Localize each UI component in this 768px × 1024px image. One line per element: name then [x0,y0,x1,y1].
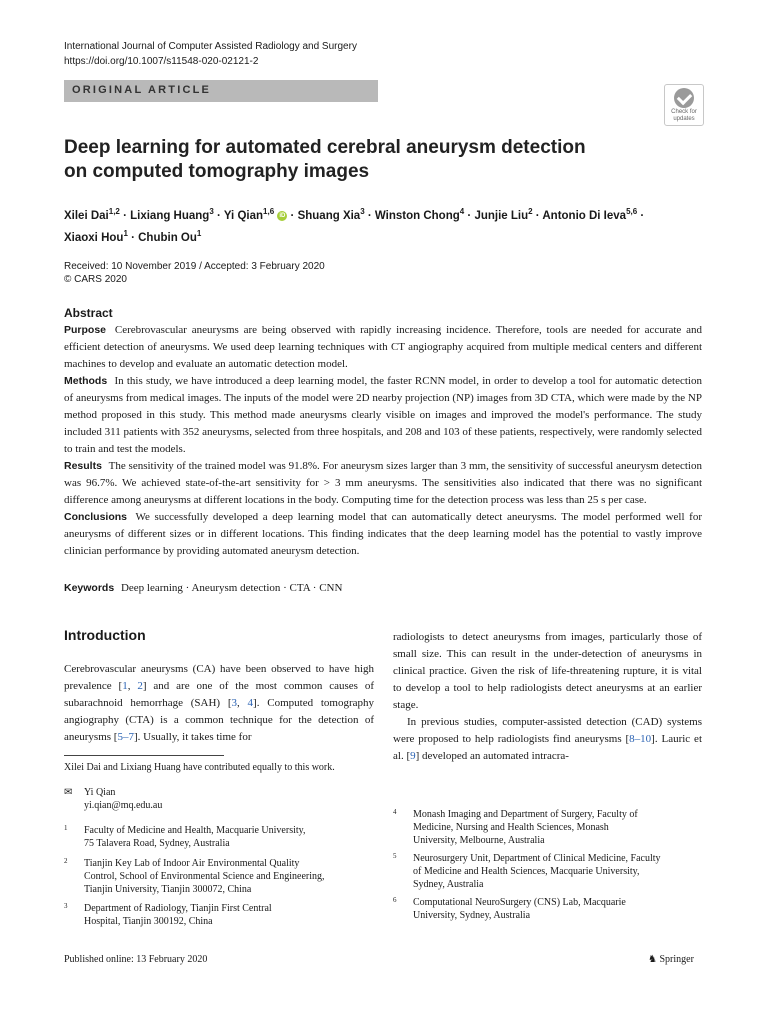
copyright: © CARS 2020 [64,274,127,285]
affil-number: 1 [64,824,68,832]
section-label: Results [64,460,102,472]
title-line-1: Deep learning for automated cerebral aneurysm detection [64,137,586,158]
author-affil: 3 [360,207,365,216]
author-affil: 1 [123,228,128,238]
affil-line: Computational NeuroSurgery (CNS) Lab, Macquarie [413,897,626,908]
orcid-icon[interactable]: iD [279,212,286,219]
abstract-methods [64,373,702,458]
received-accepted: Received: 10 November 2019 / Accepted: 3 February 2020 [64,261,325,272]
author-affil: 2 [528,207,533,216]
affil-line: Tianjin Key Lab of Indoor Air Environmental Quality [84,858,300,869]
section-text: We successfully developed a deep learning model that can automatically detect aneurysms. The model performed well for aneurysms of different sizes or in different locations. This finding indicates that the deep learning model has the potential to vastly improve clinician performance by providing automated aneurysm detection. [64,511,702,557]
introduction-heading: Introduction [64,627,146,643]
author[interactable]: Shuang Xia [297,209,361,222]
publisher-name: Springer [659,954,694,965]
intro-paragraph: radiologists to detect aneurysms from images, particularly those of small size. This can result in the under-detection of aneurysms in clinical practice. Given the risk of life-threatening rupture, it is vital to develop a tool to help radiologists detect aneurysms at an earlier stage. [393,631,702,711]
affil-line: University, Sydney, Australia [413,910,531,921]
author[interactable]: Lixiang Huang [130,209,210,222]
author[interactable]: Yi Qian [223,209,264,222]
text: ]. Lauric et al. [ [393,733,703,762]
abstract-heading: Abstract [64,306,113,320]
keywords [64,582,342,594]
journal-name: International Journal of Computer Assisted Radiology and Surgery [64,41,357,52]
affil-number: 2 [64,857,68,865]
affil-line: of Medicine and Health Sciences, Macquarie University, [413,866,640,877]
affil-line: Sydney, Australia [413,879,484,890]
citation-link[interactable]: 4 [247,697,254,709]
publisher-logo [648,954,694,965]
intro-column-1 [64,661,374,746]
text: ]. Computed tomography angiography (CTA) is a common technique for the detection of aneurysms [ [64,697,375,743]
author[interactable]: Xiaoxi Hou [64,231,124,244]
article-dates [64,260,325,286]
check-updates-line2: updates [673,116,695,122]
abstract-body [64,322,702,560]
article-type-label: ORIGINAL ARTICLE [72,84,212,96]
footnote-divider [64,755,224,756]
affil-line: Hospital, Tianjin 300192, China [84,916,213,927]
citation-link[interactable]: 8–10 [629,733,652,745]
affil-line: Neurosurgery Unit, Department of Clinical Medicine, Faculty [413,853,661,864]
citation-link[interactable]: 1 [122,680,128,692]
intro-paragraph [393,714,702,765]
text: ] developed an automated intracra- [415,750,569,762]
abstract-purpose [64,322,702,373]
author[interactable]: Chubin Ou [138,231,197,244]
intro-column-2 [393,629,702,765]
author-affil: 1,2 [108,207,120,216]
author-affil: 1 [196,228,202,238]
check-icon [674,88,694,108]
text: In previous studies, computer-assisted detection (CAD) systems were proposed to help radiologists find aneurysms [ [393,716,702,745]
section-label: Conclusions [64,511,128,523]
section-label: Purpose [64,324,107,336]
author-affil: 5,6 [626,207,638,216]
affil-line: 75 Talavera Road, Sydney, Australia [84,838,230,849]
citation-link[interactable]: 3 [231,697,238,709]
citation-link[interactable]: 2 [137,680,143,692]
affil-number: 3 [64,902,68,910]
affil-line: Control, School of Environmental Science and Engineering, [84,871,325,882]
doi-link[interactable]: https://doi.org/10.1007/s11548-020-02121-2 [64,56,259,67]
text: , [127,680,138,692]
author[interactable]: Antonio Di Ieva [542,209,627,222]
affil-line: Monash Imaging and Department of Surgery, Faculty of [413,809,638,820]
section-label: Methods [64,375,108,387]
springer-horse-icon: ♞ [648,954,657,965]
section-text: Cerebrovascular aneurysms are being observed with rapidly increasing incidence. Therefore, tools are needed for accurate and efficient detection of aneurysms. We used deep learning techniques with CT angiography acquired from multiple medical centers and different machines to develop and evaluate an automatic detection model. [64,324,703,370]
author-list: Xilei Dai$^{1,2}$ · Lixiang Huang$^3$ · Yi Qian$^{1,6}$ iD · Shuang Xia$^3$ · Winston Chong$^4$ · Junjie Liu$^2$ · Antonio Di Ieva$^{5,6}$ · Xiaoxi Hou$^1$ · Chubin Ou$^1$ [64,207,645,244]
citation-link[interactable]: 9 [410,750,416,762]
text: Cerebrovascular aneurysms (CA) have been observed to have high prevalence [ [64,663,374,692]
citation-link[interactable]: 5–7 [117,731,134,743]
intro-paragraph [64,661,374,746]
keywords-label: Keywords [64,582,115,594]
author-affil: 1,6 [263,207,275,216]
envelope-icon: ✉ [64,787,73,798]
author-affil: 3 [209,207,214,216]
affil-number: 5 [393,852,397,860]
affil-line: Medicine, Nursing and Health Sciences, Monash [413,822,609,833]
contact-email[interactable]: yi.qian@mq.edu.au [84,800,163,811]
text: ]. Usually, it takes time for [133,731,252,743]
corresponding-author [64,786,163,811]
author-affil: 4 [459,207,465,216]
section-text: In this study, we have introduced a deep learning model, the faster RCNN model, in order to develop a tool for automatic detection of aneurysms from medical images. The inputs of the model were 2D nearby projection (NP) images from 3D CTA, which were made by the NP method proposed in this study. This method made aneurysms clearly visible on images and improved the model's performance. The study included 311 patients with 352 aneurysms, selected from three hospitals, and 208 and 103 of these patients, respectively, were randomly selected to train and test the models. [64,375,702,455]
author[interactable]: Junjie Liu [474,209,529,222]
affil-line: University, Melbourne, Australia [413,835,545,846]
section-text: The sensitivity of the trained model was 91.8%. For aneurysm sizes larger than 3 mm, the sensitivity of successful aneurysm detection was 96.7%. We achieved state-of-the-art sensitivity for > 3 mm aneurysms. The sensitivities also indicated that there was no significant difference among aneurysms at different locations in the body. Computing time for the detection process was less than 25 s per case. [64,460,702,506]
abstract-conclusions [64,509,702,560]
check-updates-line1: Check for [671,109,697,115]
contact-name: Yi Qian [84,787,116,798]
equal-contribution-note: Xilei Dai and Lixiang Huang have contributed equally to this work. [64,762,335,773]
affil-line: Tianjin University, Tianjin 300072, China [84,884,252,895]
author[interactable]: Xilei Dai [64,209,109,222]
author[interactable]: Winston Chong [374,209,460,222]
affil-line: Faculty of Medicine and Health, Macquarie University, [84,825,306,836]
abstract-results [64,458,702,509]
affil-number: 4 [393,808,397,816]
keywords-text: Deep learning · Aneurysm detection · CTA · CNN [120,582,343,594]
article-type-banner [64,80,378,102]
paper-title [64,136,684,184]
text: , [237,697,248,709]
affil-line: Department of Radiology, Tianjin First Central [84,903,272,914]
affil-number: 6 [393,896,397,904]
published-online: Published online: 13 February 2020 [64,954,208,965]
check-for-updates-badge[interactable] [664,84,704,126]
title-line-2: on computed tomography images [64,161,370,182]
text: ] and are one of the most common causes of subarachnoid hemorrhage (SAH) [ [64,680,375,709]
